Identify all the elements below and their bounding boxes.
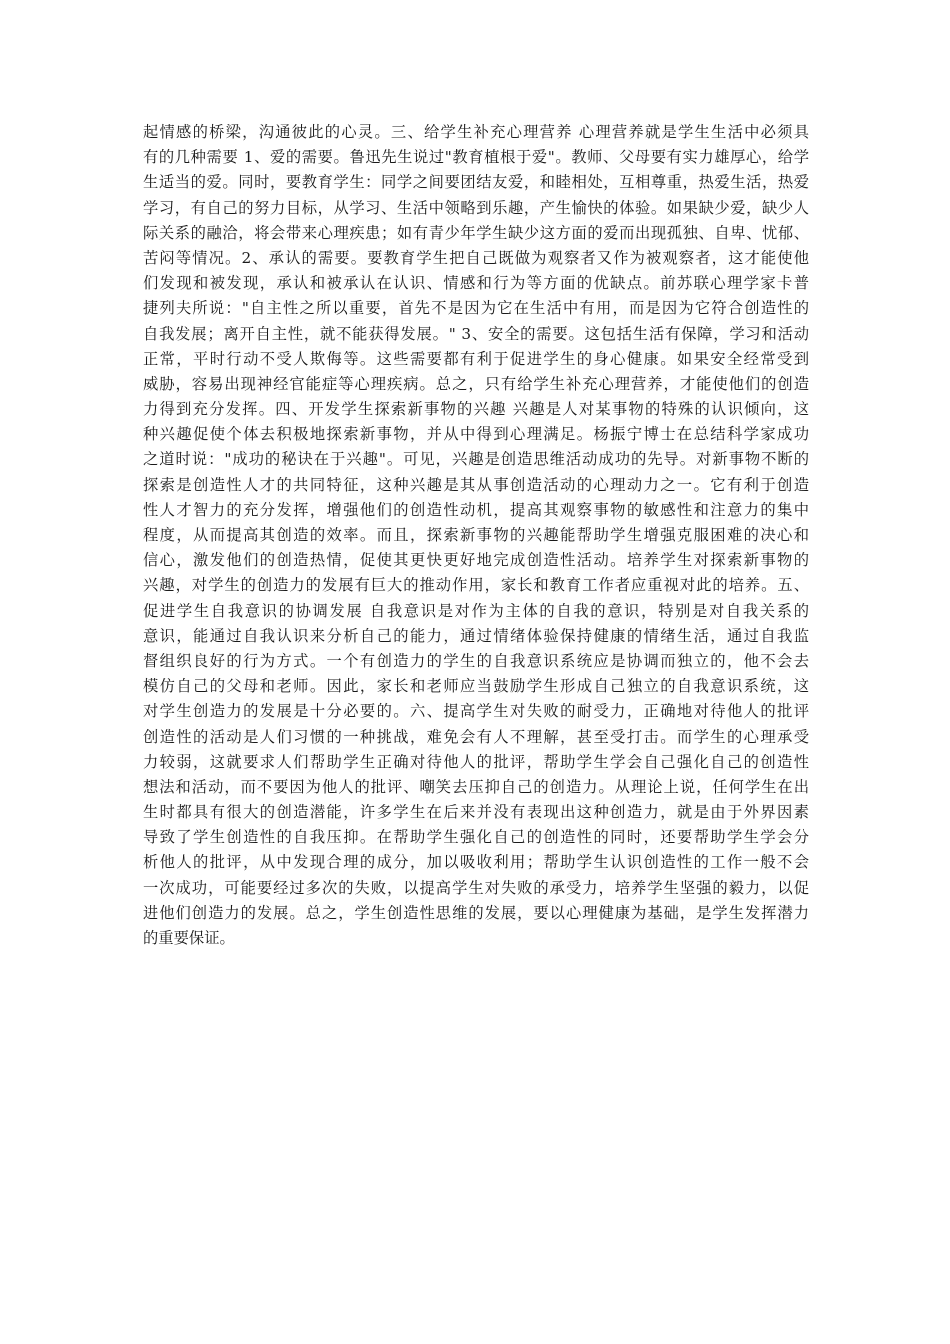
text-line: 起情感的桥梁，沟通彼此的心灵。三、给学生补充心理营养 心理营养就是学生生活中必须具: [143, 123, 809, 141]
text-line: 苦闷等情况。2、承认的需要。要教育学生把自己既做为观察者又作为被观察者，这才能使他: [143, 248, 809, 267]
text-line: 信心，激发他们的创造热情，促使其更快更好地完成创造性活动。培养学生对探索新事物的: [143, 551, 809, 570]
text-line: 自我发展；离开自主性，就不能获得发展。" 3、安全的需要。这包括生活有保障，学习和活动: [143, 324, 809, 343]
text-line: 学习，有自己的努力目标，从学习、生活中领略到乐趣，产生愉快的体验。如果缺少爱，缺少人: [143, 198, 809, 217]
text-line: 想法和活动，而不要因为他人的批评、嘲笑去压抑自己的创造力。从理论上说，任何学生在出: [143, 777, 809, 796]
text-line: 力得到充分发挥。四、开发学生探索新事物的兴趣 兴趣是人对某事物的特殊的认识倾向，这: [143, 400, 809, 419]
text-line: 对学生创造力的发展是十分必要的。六、提高学生对失败的耐受力，正确地对待他人的批评: [143, 702, 809, 721]
text-line: 一次成功，可能要经过多次的失败，以提高学生对失败的承受力，培养学生坚强的毅力，以促: [143, 878, 809, 897]
text-line: 性人才智力的充分发挥，增强他们的创造性动机，提高其观察事物的敏感性和注意力的集中: [143, 500, 809, 519]
text-line: 正常，平时行动不受人欺侮等。这些需要都有利于促进学生的身心健康。如果安全经常受到: [143, 349, 809, 368]
text-line: 进他们创造力的发展。总之，学生创造性思维的发展，要以心理健康为基础，是学生发挥潜力: [143, 903, 809, 922]
text-line: 们发现和被发现，承认和被承认在认识、情感和行为等方面的优缺点。前苏联心理学家卡普: [143, 274, 809, 293]
text-line: 兴趣，对学生的创造力的发展有巨大的推动作用，家长和教育工作者应重视对此的培养。五、: [143, 576, 809, 595]
text-line: 际关系的融洽，将会带来心理疾患；如有青少年学生缺少这方面的爱而出现孤独、自卑、忧郁、: [143, 223, 809, 242]
text-line: 力较弱，这就要求人们帮助学生正确对待他人的批评，帮助学生学会自己强化自己的创造性: [143, 752, 809, 771]
text-line: 捷列夫所说："自主性之所以重要，首先不是因为它在生活中有用，而是因为它符合创造性的: [143, 299, 809, 318]
text-line: 创造性的活动是人们习惯的一种挑战，难免会有人不理解，甚至受打击。而学生的心理承受: [143, 727, 809, 746]
body-text: [143, 120, 809, 951]
text-line: 生适当的爱。同时，要教育学生：同学之间要团结友爱，和睦相处，互相尊重，热爱生活，热爱: [143, 173, 809, 192]
text-line: 促进学生自我意识的协调发展 自我意识是对作为主体的自我的意识，特别是对自我关系的: [143, 601, 809, 620]
text-line: 督组织良好的行为方式。一个有创造力的学生的自我意识系统应是协调而独立的，他不会去: [143, 651, 809, 670]
text-line: 生时都具有很大的创造潜能，许多学生在后来并没有表现出这种创造力，就是由于外界因素: [143, 803, 809, 822]
text-line: 析他人的批评，从中发现合理的成分，加以吸收利用；帮助学生认识创造性的工作一般不会: [143, 853, 809, 872]
text-line: 意识，能通过自我认识来分析自己的能力，通过情绪体验保持健康的情绪生活，通过自我监: [143, 626, 809, 645]
text-line: 模仿自己的父母和老师。因此，家长和老师应当鼓励学生形成自己独立的自我意识系统，这: [143, 677, 809, 696]
text-line: 探索是创造性人才的共同特征，这种兴趣是其从事创造活动的心理动力之一。它有利于创造: [143, 475, 809, 494]
text-line: 导致了学生创造性的自我压抑。在帮助学生强化自己的创造性的同时，还要帮助学生学会分: [143, 828, 809, 847]
text-line: 的重要保证。: [143, 929, 235, 947]
text-line: 威胁，容易出现神经官能症等心理疾病。总之，只有给学生补充心理营养，才能使他们的创造: [143, 374, 809, 393]
text-line: 之道时说："成功的秘诀在于兴趣"。可见，兴趣是创造思维活动成功的先导。对新事物不断的: [143, 450, 809, 469]
text-line: 种兴趣促使个体去积极地探索新事物，并从中得到心理满足。杨振宁博士在总结科学家成功: [143, 425, 809, 444]
text-line: 程度，从而提高其创造的效率。而且，探索新事物的兴趣能帮助学生增强克服困难的决心和: [143, 526, 809, 544]
text-line: 有的几种需要 1、爱的需要。鲁迅先生说过"教育植根于爱"。教师、父母要有实力雄厚心，给学: [143, 148, 809, 167]
